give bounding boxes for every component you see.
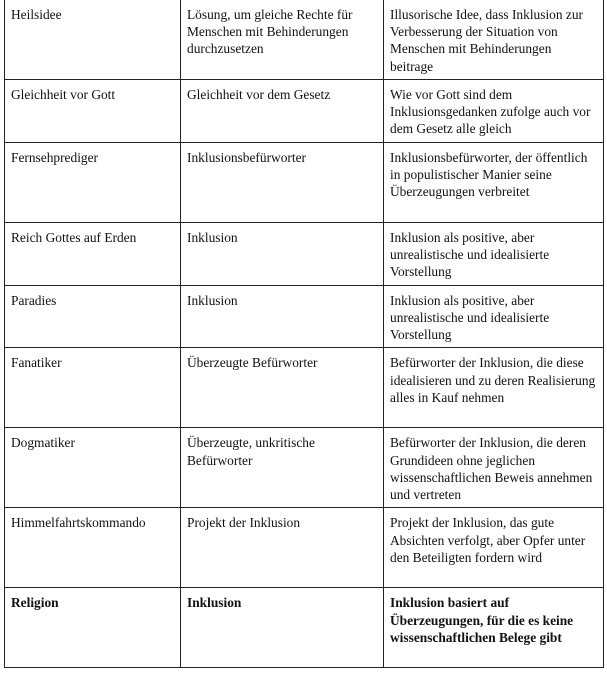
interpretation-cell: Inklusion als positive, aber unrealistische und idealisierte Vorstellung [384, 285, 604, 348]
table-row [5, 142, 604, 222]
term-cell: Dogmatiker [5, 428, 181, 508]
table-row [5, 428, 604, 508]
term-cell: Himmelfahrtskommando [5, 508, 181, 588]
meaning-cell: Gleichheit vor dem Gesetz [181, 79, 384, 142]
table-row [5, 0, 604, 79]
interpretation-cell: Wie vor Gott sind dem Inklusionsgedanken zufolge auch vor dem Gesetz alle gleich [384, 79, 604, 142]
term-cell: Heilsidee [5, 0, 181, 79]
interpretation-cell: Inklusion basiert auf Überzeugungen, für die es keine wissenschaftlichen Belege gibt [384, 588, 604, 668]
interpretation-cell: Inklusion als positive, aber unrealistische und idealisierte Vorstellung [384, 222, 604, 285]
term-cell: Reich Gottes auf Erden [5, 222, 181, 285]
meaning-cell: Lösung, um gleiche Rechte für Menschen mit Behinderungen durchzusetzen [181, 0, 384, 79]
meaning-cell: Inklusionsbefürworter [181, 142, 384, 222]
meaning-cell: Projekt der Inklusion [181, 508, 384, 588]
meaning-cell: Überzeugte Befürworter [181, 348, 384, 428]
interpretation-cell: Befürworter der Inklusion, die deren Grundideen ohne jeglichen wissenschaftlichen Beweis annehmen und vertreten [384, 428, 604, 508]
term-cell: Fanatiker [5, 348, 181, 428]
term-cell: Gleichheit vor Gott [5, 79, 181, 142]
meaning-cell: Inklusion [181, 222, 384, 285]
table-row [5, 588, 604, 668]
metaphor-table [4, 0, 604, 668]
meaning-cell: Inklusion [181, 285, 384, 348]
interpretation-cell: Befürworter der Inklusion, die diese idealisieren und zu deren Realisierung alles in Kauf nehmen [384, 348, 604, 428]
interpretation-cell: Illusorische Idee, dass Inklusion zur Verbesserung der Situation von Menschen mit Behinderungen beitrage [384, 0, 604, 79]
table-row [5, 79, 604, 142]
table-row [5, 348, 604, 428]
table-row [5, 285, 604, 348]
table-row [5, 508, 604, 588]
term-cell: Fernsehprediger [5, 142, 181, 222]
term-cell: Religion [5, 588, 181, 668]
term-cell: Paradies [5, 285, 181, 348]
interpretation-cell: Projekt der Inklusion, das gute Absichten verfolgt, aber Opfer unter den Beteiligten fordern wird [384, 508, 604, 588]
interpretation-cell: Inklusionsbefürworter, der öffentlich in populistischer Manier seine Überzeugungen verbreitet [384, 142, 604, 222]
meaning-cell: Überzeugte, unkritische Befürworter [181, 428, 384, 508]
table-row [5, 222, 604, 285]
meaning-cell: Inklusion [181, 588, 384, 668]
